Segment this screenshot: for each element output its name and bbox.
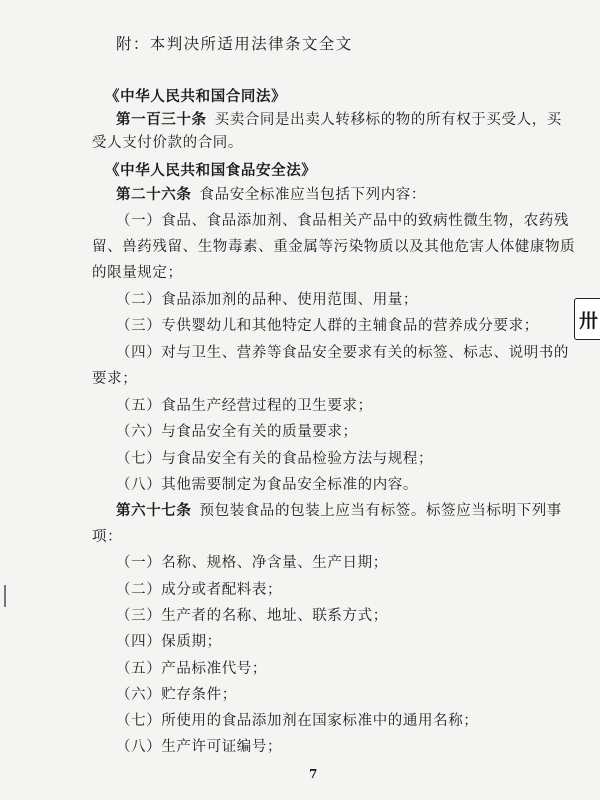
page-number: 7 <box>309 767 318 781</box>
article-26-item: 的限量规定； <box>92 265 183 281</box>
article-26-item: 留、兽药残留、生物毒素、重金属等污染物质以及其他危害人体健康物质 <box>92 239 576 255</box>
article-67-item: （二）成分或者配料表； <box>116 582 283 598</box>
article-26-item: （六）与食品安全有关的质量要求； <box>116 424 358 440</box>
food-safety-law-title: 《中华人民共和国食品安全法》 <box>105 162 317 179</box>
article-67-item: （七）所使用的食品添加剂在国家标准中的通用名称； <box>116 713 479 729</box>
article-26-item: （七）与食品安全有关的食品检验方法与规程； <box>116 451 434 467</box>
article-67-item: （四）保质期； <box>116 634 222 650</box>
contract-law-title: 《中华人民共和国合同法》 <box>105 88 287 105</box>
appendix-header: 附：本判决所适用法律条文全文 <box>116 35 353 53</box>
article-26-item: （四）对与卫生、营养等食品安全要求有关的标签、标志、说明书的 <box>116 345 569 361</box>
article-67-intro: 预包装食品的包装上应当有标签。标签应当标明下列事 <box>199 503 562 519</box>
article-67-line <box>116 501 562 521</box>
article-130-text-1: 买卖合同是出卖人转移标的物的所有权于买受人，买 <box>214 112 562 128</box>
article-26-item: （八）其他需要制定为食品安全标准的内容。 <box>116 477 418 493</box>
article-67-item: （三）生产者的名称、地址、联系方式； <box>116 608 388 624</box>
article-67-item: （六）贮存条件； <box>116 687 237 703</box>
article-67-item: （一）名称、规格、净含量、生产日期； <box>116 555 388 571</box>
scan-edge-mark <box>4 585 6 607</box>
side-stamp-glyph: 卅 <box>579 310 599 332</box>
article-130-text-2: 受人支付价款的合同。 <box>92 135 243 151</box>
contract-law-article-line <box>116 110 562 130</box>
article-26-label: 第二十六条 <box>116 186 192 203</box>
article-26-line <box>116 185 426 205</box>
article-26-item: （二）食品添加剂的品种、使用范围、用量； <box>116 292 418 308</box>
article-67-label: 第六十七条 <box>116 502 192 519</box>
article-67-item: （八）生产许可证编号； <box>116 739 283 755</box>
article-67-intro-2: 项： <box>92 529 123 545</box>
article-26-item: （三）专供婴幼儿和其他特定人群的主辅食品的营养成分要求； <box>116 318 539 334</box>
article-67-item: （五）产品标准代号； <box>116 661 267 677</box>
article-26-item: （五）食品生产经营过程的卫生要求； <box>116 398 373 414</box>
article-130-label: 第一百三十条 <box>116 111 207 128</box>
article-26-intro: 食品安全标准应当包括下列内容： <box>199 187 426 203</box>
article-26-item: （一）食品、食品添加剂、食品相关产品中的致病性微生物，农药残 <box>116 213 569 229</box>
article-26-item: 要求； <box>92 371 138 387</box>
